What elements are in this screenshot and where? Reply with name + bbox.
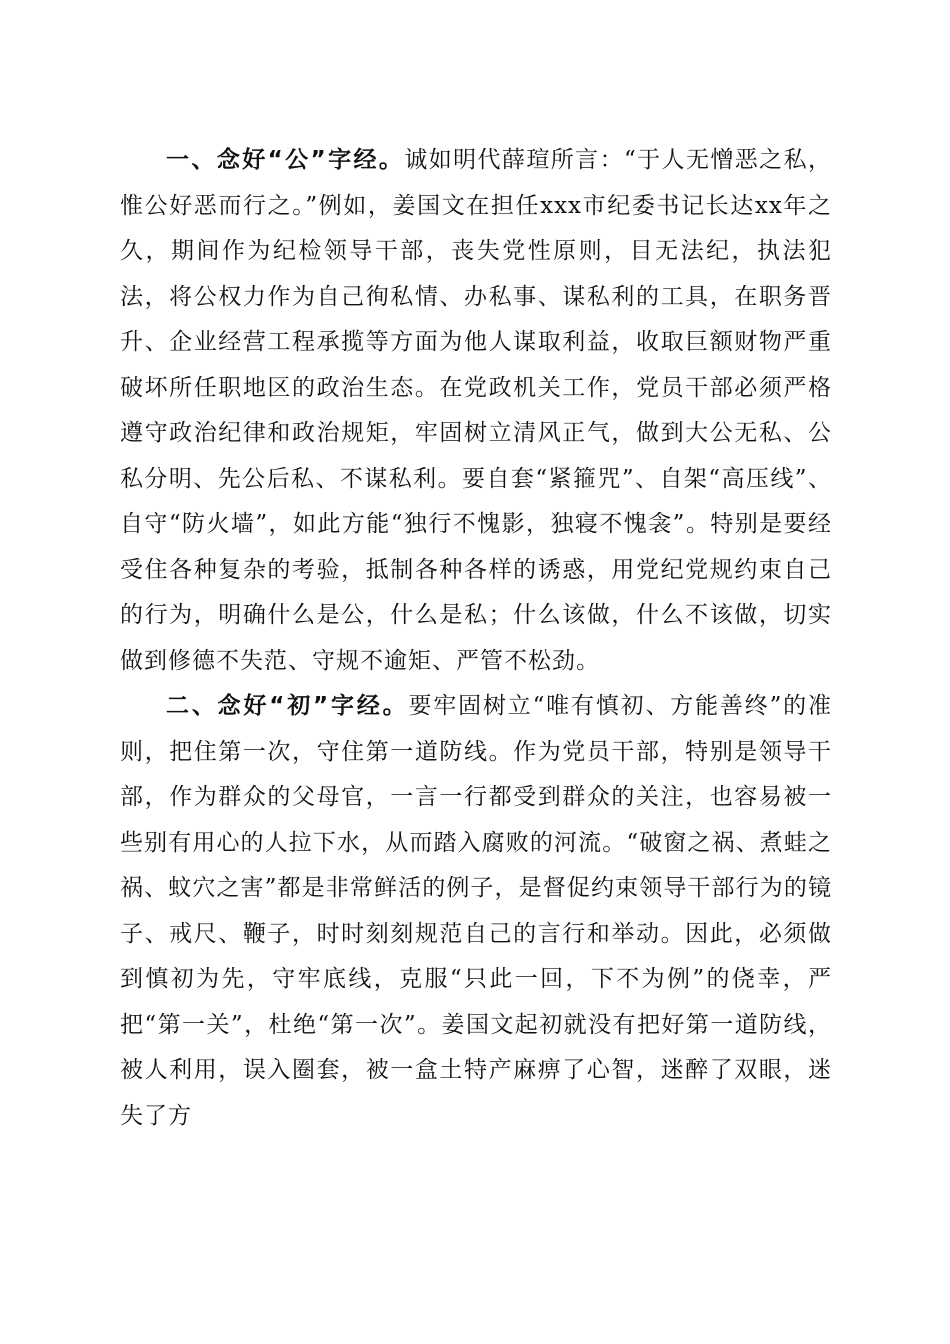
paragraph-chu	[120, 684, 832, 1139]
document-page	[120, 138, 832, 1139]
paragraph-heading: 二、念好“初”字经。	[166, 693, 409, 719]
paragraph-gong	[120, 138, 832, 684]
paragraph-body: 诚如明代薛瑄所言：“于人无憎恶之私，惟公好恶而行之。”例如，姜国文在担任xxx市纪委书记长达xx年之久，期间作为纪检领导干部，丧失党性原则，目无法纪，执法犯法，将公权力作为自己徇私情、办私事、谋私利的工具，在职务晋升、企业经营工程承揽等方面为他人谋取利益，收取巨额财物严重破坏所任职地区的政治生态。在党政机关工作，党员干部必须严格遵守政治纪律和政治规矩，牢固树立清风正气，做到大公无私、公私分明、先公后私、不谋私利。要自套“紧箍咒”、自架“高压线”、自守“防火墙”，如此方能“独行不愧影，独寝不愧衾”。特别是要经受住各种复杂的考验，抵制各种各样的诱惑，用党纪党规约束自己的行为，明确什么是公，什么是私；什么该做，什么不该做，切实做到修德不失范、守规不逾矩、严管不松劲。	[120, 147, 832, 674]
paragraph-heading: 一、念好“公”字经。	[166, 147, 405, 173]
paragraph-body: 要牢固树立“唯有慎初、方能善终”的准则，把住第一次，守住第一道防线。作为党员干部，特别是领导干部，作为群众的父母官，一言一行都受到群众的关注，也容易被一些别有用心的人拉下水，从而踏入腐败的河流。“破窗之祸、煮蛙之祸、蚊穴之害”都是非常鲜活的例子，是督促约束领导干部行为的镜子、戒尺、鞭子，时时刻刻规范自己的言行和举动。因此，必须做到慎初为先，守牢底线，克服“只此一回，下不为例”的侥幸，严把“第一关”，杜绝“第一次”。姜国文起初就没有把好第一道防线，被人利用，误入圈套，被一盒土特产麻痹了心智，迷醉了双眼，迷失了方	[120, 693, 832, 1129]
